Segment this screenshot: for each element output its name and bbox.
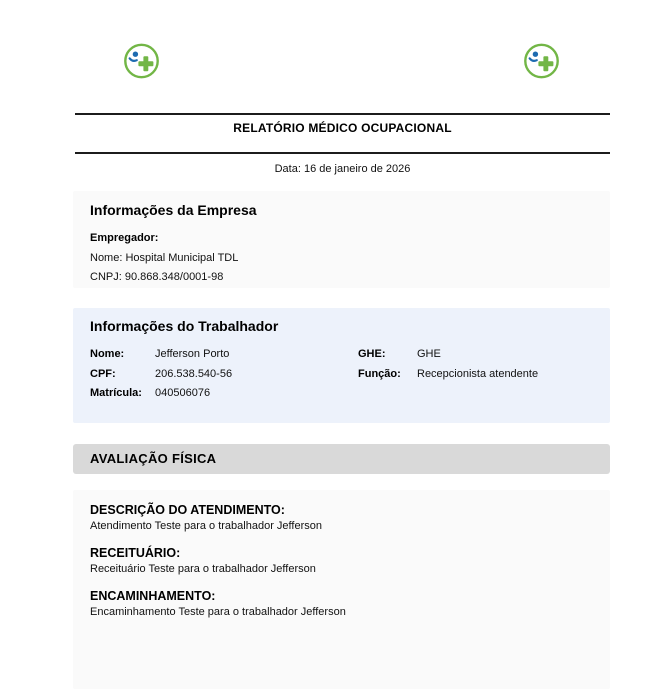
worker-registration-value: 040506076 [155, 387, 211, 399]
company-name-line: Nome: Hospital Municipal TDL [90, 252, 239, 264]
prescription-heading: RECEITUÁRIO: [90, 546, 181, 560]
attendance-description-group [90, 503, 593, 533]
worker-fields-grid [90, 345, 593, 404]
attendance-description-text: Atendimento Teste para o trabalhador Jefferson [90, 520, 322, 532]
worker-info-section [73, 308, 610, 423]
physical-evaluation-header: AVALIAÇÃO FÍSICA [73, 444, 610, 474]
company-section-title: Informações da Empresa [90, 202, 257, 218]
worker-role-label: Função: [358, 367, 401, 380]
worker-role-row [358, 365, 593, 385]
attendance-description-heading: DESCRIÇÃO DO ATENDIMENTO: [90, 503, 285, 517]
worker-section-title: Informações do Trabalhador [90, 318, 279, 334]
prescription-text: Receituário Teste para o trabalhador Jefferson [90, 563, 316, 575]
referral-group [90, 589, 593, 619]
report-date: Data: 16 de janeiro de 2026 [274, 163, 411, 175]
worker-ghe-row [358, 345, 593, 365]
worker-cpf-label: CPF: [90, 367, 116, 380]
worker-registration-label: Matrícula: [90, 387, 142, 399]
health-plus-icon [122, 42, 160, 80]
worker-fields-right-column [358, 345, 593, 404]
worker-role-value: Recepcionista atendente [417, 367, 539, 380]
worker-cpf-row [90, 365, 358, 385]
worker-ghe-label: GHE: [358, 348, 386, 360]
worker-name-row [90, 345, 358, 365]
company-info-section [73, 191, 610, 288]
employer-label: Empregador: [90, 232, 159, 244]
worker-cpf-value: 206.538.540-56 [155, 367, 233, 380]
referral-heading: ENCAMINHAMENTO: [90, 589, 216, 603]
worker-name-label: Nome: [90, 348, 125, 360]
worker-registration-row [90, 384, 358, 404]
referral-text: Encaminhamento Teste para o trabalhador Jefferson [90, 606, 346, 618]
worker-ghe-value: GHE [417, 348, 441, 360]
health-plus-icon [522, 42, 560, 80]
clinic-logo-right [522, 42, 560, 80]
attendance-details-section [73, 490, 610, 689]
company-cnpj-line: CNPJ: 90.868.348/0001-98 [90, 270, 224, 283]
clinic-logo-left [122, 42, 160, 80]
title-divider-top [75, 113, 610, 115]
worker-name-value: Jefferson Porto [155, 348, 230, 360]
report-title: RELATÓRIO MÉDICO OCUPACIONAL [233, 121, 452, 135]
title-divider-bottom [75, 152, 610, 154]
prescription-group [90, 546, 593, 576]
worker-fields-left-column [90, 345, 358, 404]
